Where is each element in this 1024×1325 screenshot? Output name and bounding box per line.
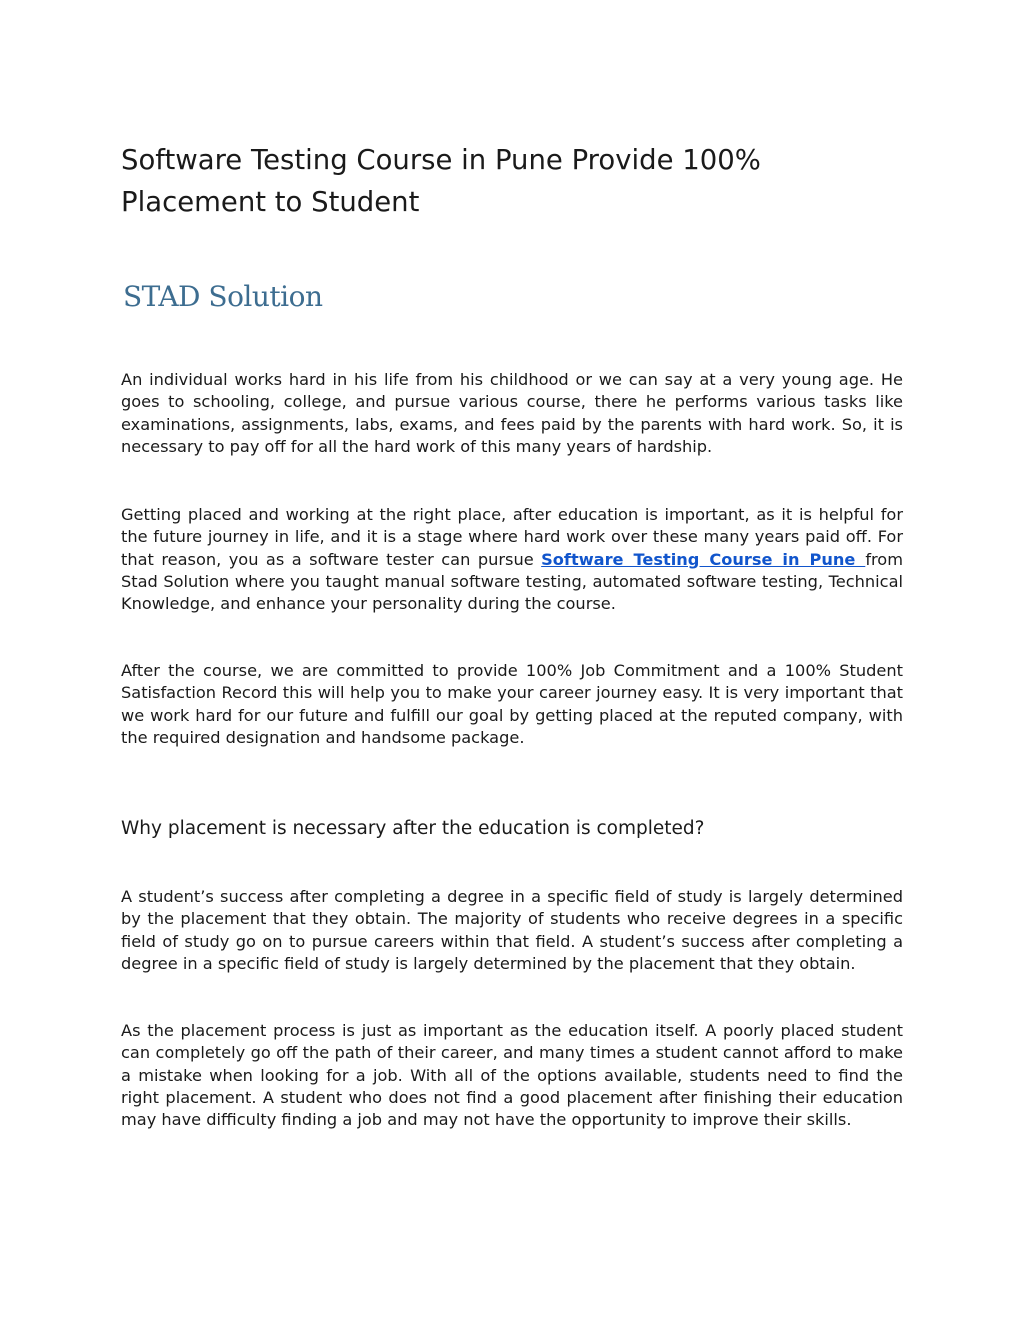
course-paragraph-lead: Getting placed and working at the right place, after education is important, as it is helpful for the future journey in life, and it is a stage where hard work over these many years paid off. For that reason, you as a software tester can pursue [121,505,903,569]
page-title: Software Testing Course in Pune Provide 100% Placement to Student [121,144,761,218]
course-paragraph-tail: from Stad Solution where you taught manual software testing, automated software testing, Technical Knowledge, and enhance your personality during the course. [121,549,903,614]
section-heading: Why placement is necessary after the education is completed? [121,818,705,839]
commitment-paragraph: After the course, we are committed to provide 100% Job Commitment and a 100% Student Satisfaction Record this will help you to make your career journey easy. It is very important that we work hard for our future and fulfill our goal by getting placed at the reputed company, with the required designation and handsome package. [121,661,903,747]
success-paragraph: A student’s success after completing a degree in a specific field of study is largely determined by the placement that they obtain. The majority of students who receive degrees in a specific field of study go on to pursue careers within that field. A student’s success after completing a degree in a specific field of study is largely determined by the placement that they obtain. [121,887,903,973]
intro-paragraph: An individual works hard in his life from his childhood or we can say at a very young age. He goes to schooling, college, and pursue various course, there he performs various tasks like examinations, assignments, labs, exams, and fees paid by the parents with hard work. So, it is necessary to pay off for all the hard work of this many years of hardship. [121,370,903,456]
software-testing-course-link[interactable]: Software Testing Course in Pune [541,549,866,569]
stad-solution-logo: STAD Solution [123,280,323,313]
course-paragraph [121,504,903,615]
placement-process-paragraph: As the placement process is just as important as the education itself. A poorly placed student can completely go off the path of their career, and many times a student cannot afford to make a mistake when looking for a job. With all of the options available, students need to find the right placement. A student who does not find a good placement after finishing their education may have difficulty finding a job and may not have the opportunity to improve their skills. [121,1021,903,1130]
